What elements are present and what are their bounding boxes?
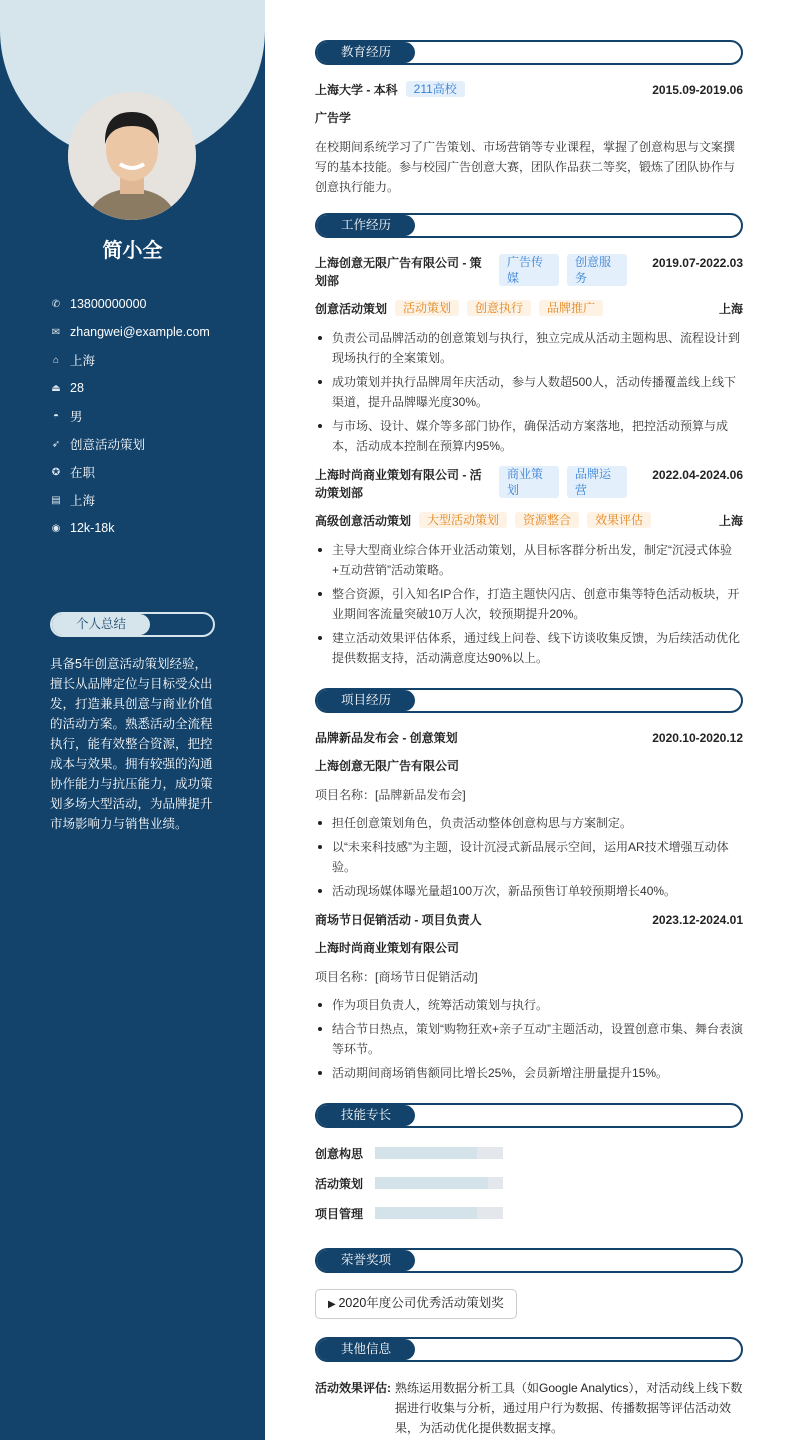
salary-icon: ◉: [51, 522, 61, 534]
industry-tag: 品牌运营: [567, 466, 627, 498]
bullet-item: 建立活动效果评估体系，通过线上问卷、线下访谈收集反馈，为后续活动优化提供数据支持，活动满意度达90%以上。: [315, 628, 743, 668]
education-date: 2015.09-2019.06: [652, 83, 743, 97]
bullet-list: [315, 540, 743, 668]
sidebar: [0, 0, 265, 1440]
main-content: [315, 40, 743, 1438]
other-text: 熟练运用数据分析工具（如Google Analytics），对活动线上线下数据进行收集与分析，通过用户行为数据、传播数据等评估活动效果，为活动优化提供数据支撑。: [395, 1381, 743, 1435]
school-name: 上海大学 - 本科: [315, 83, 398, 97]
skill-list: [315, 1144, 743, 1234]
contact-item: [50, 430, 210, 458]
skill-item: [315, 1174, 536, 1192]
industry-tag: 创意服务: [567, 254, 627, 286]
skills-section-header: [315, 1103, 743, 1128]
skill-name: 活动策划: [315, 1176, 364, 1191]
award-text: 2020年度公司优秀活动策划奖: [338, 1296, 504, 1310]
company-name: 上海创意无限广告有限公司 - 策划部: [315, 256, 482, 288]
skill-tag: 效果评估: [587, 512, 651, 528]
skill-tag: 资源整合: [515, 512, 579, 528]
skill-tag: 活动策划: [395, 300, 459, 316]
other-info: [315, 1378, 743, 1438]
skill-bar-fill: [375, 1147, 477, 1159]
bullet-item: 作为项目负责人，统筹活动策划与执行。: [315, 995, 743, 1015]
skill-bar-fill: [375, 1207, 477, 1219]
job-city: 上海: [718, 302, 743, 316]
contact-list: [50, 290, 210, 542]
contact-item: [50, 374, 210, 402]
contact-item: [50, 402, 210, 430]
contact-item: [50, 514, 210, 542]
industry-tag: 商业策划: [499, 466, 559, 498]
project-date: 2023.12-2024.01: [652, 913, 743, 927]
job-left: [315, 254, 627, 290]
triangle-right-icon: ▶: [328, 1299, 339, 1310]
job-role: 高级创意活动策划: [315, 514, 412, 528]
job-date: 2022.04-2024.06: [652, 468, 743, 482]
project-row: [315, 911, 743, 929]
bullet-list: [315, 328, 743, 456]
bullet-item: 结合节日热点，策划“购物狂欢+亲子互动”主题活动，设置创意市集、舞台表演等环节。: [315, 1019, 743, 1059]
skill-tag: 品牌推广: [539, 300, 603, 316]
projects-section-header: [315, 688, 743, 713]
bullet-list: [315, 995, 743, 1083]
project-name: 商场节日促销活动 - 项目负责人: [315, 913, 482, 927]
job-row: [315, 466, 743, 502]
job-left: [315, 466, 627, 502]
projects-section-title: 项目经历: [317, 690, 415, 711]
job-date: 2019.07-2022.03: [652, 256, 743, 270]
contact-text: 创意活动策划: [70, 438, 146, 452]
contact-text: zhangwei@example.com: [70, 325, 210, 339]
other-section-title: 其他信息: [317, 1339, 415, 1360]
building-icon: ▤: [51, 494, 61, 506]
education-section-title: 教育经历: [317, 42, 415, 63]
contact-text: 13800000000: [70, 297, 147, 311]
contact-text: 男: [70, 410, 83, 424]
bullet-item: 活动期间商场销售额同比增长25%，会员新增注册量提升15%。: [315, 1063, 743, 1083]
phone-icon: ✆: [51, 298, 61, 310]
home-icon: ⌂: [52, 354, 60, 366]
project-company: 上海创意无限广告有限公司: [315, 759, 460, 773]
contact-item: [50, 346, 210, 374]
skill-bar: [375, 1147, 503, 1159]
project-row: [315, 729, 743, 747]
skill-bar: [375, 1207, 503, 1219]
skill-bar: [375, 1177, 503, 1189]
contact-text: 在职: [70, 466, 96, 480]
project-company: 上海时尚商业策划有限公司: [315, 941, 460, 955]
bullet-item: 与市场、设计、媒介等多部门协作，确保活动方案落地，把控活动预算与成本，活动成本控制在预算内95%。: [315, 416, 743, 456]
bullet-item: 担任创意策划角色，负责活动整体创意构思与方案制定。: [315, 813, 743, 833]
skill-name: 创意构思: [315, 1146, 364, 1161]
avatar: [68, 92, 196, 220]
skills-section-title: 技能专长: [317, 1105, 415, 1126]
skill-bar-fill: [375, 1177, 488, 1189]
bullet-item: 以“未来科技感”为主题，设计沉浸式新品展示空间，运用AR技术增强互动体验。: [315, 837, 743, 877]
job-role: 创意活动策划: [315, 302, 388, 316]
award-item[interactable]: [315, 1289, 517, 1319]
skill-tag: 大型活动策划: [419, 512, 507, 528]
bullet-item: 整合资源，引入知名IP合作，打造主题快闪店、创意市集等特色活动板块，开业期间客流量突破10万人次，较预期提升20%。: [315, 584, 743, 624]
education-section-header: [315, 40, 743, 65]
summary-header: [50, 612, 215, 637]
awards-section-header: [315, 1248, 743, 1273]
role-row: [315, 512, 743, 530]
awards-section-title: 荣誉奖项: [317, 1250, 415, 1271]
age-icon: ⏏: [51, 382, 61, 394]
job-city: 上海: [718, 514, 743, 528]
education-description: 在校期间系统学习了广告策划、市场营销等专业课程，掌握了创意构思与文案撰写的基本技能。参与校园广告创意大赛，团队作品获二等奖，锻炼了团队协作与创意执行能力。: [315, 140, 736, 194]
bullet-item: 负责公司品牌活动的创意策划与执行，独立完成从活动主题构思、流程设计到现场执行的全案策划。: [315, 328, 743, 368]
summary-text: 具备5年创意活动策划经验，擅长从品牌定位与目标受众出发，打造兼具创意与商业价值的活动方案。熟悉活动全流程执行，能有效整合资源，把控成本与效果。拥有较强的沟通协作能力与抗压能力，成功策划多场大型活动，为品牌提升市场影响力与销售业绩。: [50, 657, 213, 831]
contact-item: [50, 318, 210, 346]
status-icon: ✪: [51, 466, 61, 478]
bullet-item: 活动现场媒体曝光量超100万次，新品预售订单较预期增长40%。: [315, 881, 743, 901]
other-section-header: [315, 1337, 743, 1362]
project-label: 项目名称：[品牌新品发布会]: [315, 788, 466, 802]
education-row: [315, 81, 743, 99]
contact-item: [50, 486, 210, 514]
summary-title: 个人总结: [52, 614, 150, 635]
mail-icon: ✉: [51, 326, 61, 338]
contact-item: [50, 290, 210, 318]
contact-item: [50, 458, 210, 486]
major: 广告学: [315, 111, 352, 125]
skill-name: 项目管理: [315, 1206, 364, 1221]
bullet-list: [315, 813, 743, 901]
contact-text: 上海: [70, 494, 96, 508]
contact-text: 上海: [70, 354, 96, 368]
gender-icon: ◓: [52, 410, 60, 422]
skill-tag: 创意执行: [467, 300, 531, 316]
role-left: [315, 512, 651, 530]
company-name: 上海时尚商业策划有限公司 - 活动策划部: [315, 468, 482, 500]
contact-text: 28: [70, 381, 84, 395]
bullet-item: 主导大型商业综合体开业活动策划，从目标客群分析出发，制定“沉浸式体验+互动营销”活动策略。: [315, 540, 743, 580]
school-tag: 211高校: [406, 81, 465, 97]
skill-item: [315, 1144, 536, 1162]
bullet-item: 成功策划并执行品牌周年庆活动，参与人数超500人，活动传播覆盖线上线下渠道，提升品牌曝光度30%。: [315, 372, 743, 412]
candidate-name: 简小全: [102, 240, 163, 262]
project-label: 项目名称：[商场节日促销活动]: [315, 970, 478, 984]
role-row: [315, 300, 743, 318]
other-label: 活动效果评估:: [315, 1381, 391, 1395]
role-left: [315, 300, 603, 318]
project-name: 品牌新品发布会 - 创意策划: [315, 731, 458, 745]
work-section-header: [315, 213, 743, 238]
work-section-title: 工作经历: [317, 215, 415, 236]
industry-tag: 广告传媒: [499, 254, 559, 286]
project-date: 2020.10-2020.12: [652, 731, 743, 745]
skill-item: [315, 1204, 536, 1222]
send-icon: ➶: [51, 438, 61, 450]
contact-text: 12k-18k: [70, 521, 115, 535]
job-row: [315, 254, 743, 290]
education-left: [315, 81, 465, 99]
